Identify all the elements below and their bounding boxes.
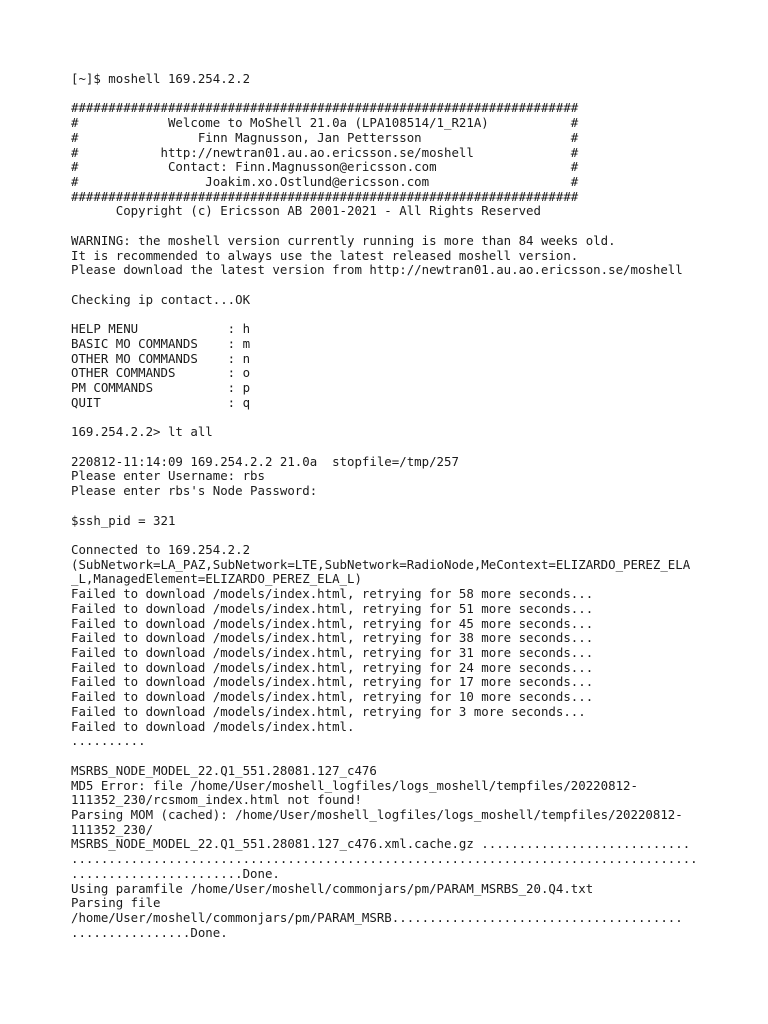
progress-dots: ..........	[71, 733, 146, 749]
warning-line: WARNING: the moshell version currently running is more than 84 weeks old.	[71, 232, 616, 248]
progress-dots: ....................................................................................	[71, 851, 698, 867]
copyright-line: Copyright (c) Ericsson AB 2001-2021 - All Rights Reserved	[71, 203, 541, 219]
param-file-progress: /home/User/moshell/commonjars/pm/PARAM_MSRB.......................................	[71, 909, 683, 925]
download-retry-line: Failed to download /models/index.html, retrying for 31 more seconds...	[71, 645, 594, 661]
terminal-line-blank	[71, 411, 761, 426]
md5-error-line: MD5 Error: file /home/User/moshell_logfiles/logs_moshell/tempfiles/20220812-	[71, 777, 638, 793]
download-retry-line: Failed to download /models/index.html, retrying for 3 more seconds...	[71, 703, 586, 719]
banner-url: # http://newtran01.au.ao.ericsson.se/moshell #	[71, 144, 579, 160]
progress-done: ................Done.	[71, 924, 228, 940]
parsing-mom-line-cont: 111352_230/	[71, 821, 154, 837]
progress-done: .......................Done.	[71, 865, 280, 881]
prompt-command-lt-all: 169.254.2.2> lt all	[71, 424, 213, 440]
banner-border-top: ####################################################################	[71, 100, 579, 116]
terminal-line-blank	[71, 440, 761, 455]
connected-line: Connected to 169.254.2.2	[71, 542, 251, 557]
terminal-line-blank	[71, 308, 761, 323]
terminal-line-blank	[71, 528, 761, 543]
terminal-line-command-moshell: [~]$ moshell 169.254.2.2	[71, 71, 251, 86]
menu-item-other-mo: OTHER MO COMMANDS : n	[71, 350, 251, 366]
menu-item-basic-mo: BASIC MO COMMANDS : m	[71, 335, 251, 351]
banner-border-bottom: ####################################################################	[71, 188, 579, 204]
terminal-output	[71, 72, 761, 940]
managed-element-path-cont: _L,ManagedElement=ELIZARDO_PEREZ_ELA_L)	[71, 571, 362, 587]
ssh-pid-line: $ssh_pid = 321	[71, 512, 176, 528]
banner-welcome: # Welcome to MoShell 21.0a (LPA108514/1_R21A) #	[71, 115, 579, 131]
download-retry-line: Failed to download /models/index.html, retrying for 45 more seconds...	[71, 615, 594, 631]
download-retry-line: Failed to download /models/index.html, retrying for 10 more seconds...	[71, 689, 594, 705]
download-retry-line: Failed to download /models/index.html, retrying for 24 more seconds...	[71, 659, 594, 675]
ip-contact-status: Checking ip contact...OK	[71, 291, 251, 307]
managed-element-path: (SubNetwork=LA_PAZ,SubNetwork=LTE,SubNetwork=RadioNode,MeContext=ELIZARDO_PEREZ_ELA	[71, 556, 691, 572]
menu-item-quit: QUIT : q	[71, 394, 251, 410]
parsing-mom-line: Parsing MOM (cached): /home/User/moshell_logfiles/logs_moshell/tempfiles/20220812-	[71, 806, 683, 822]
md5-error-line-cont: 111352_230/rcsmom_index.html not found!	[71, 792, 362, 808]
terminal-line-blank	[71, 499, 761, 514]
download-hint-line: Please download the latest version from http://newtran01.au.ao.ericsson.se/moshell	[71, 262, 683, 278]
terminal-line-blank	[71, 749, 761, 764]
banner-contact-2: # Joakim.xo.Ostlund@ericsson.com #	[71, 174, 579, 190]
terminal-line-blank	[71, 219, 761, 234]
password-prompt: Please enter rbs's Node Password:	[71, 483, 318, 499]
download-failed-line: Failed to download /models/index.html.	[71, 718, 355, 734]
download-retry-line: Failed to download /models/index.html, retrying for 51 more seconds...	[71, 600, 594, 616]
terminal-line-blank	[71, 87, 761, 102]
menu-item-pm-commands: PM COMMANDS : p	[71, 380, 251, 396]
banner-authors: # Finn Magnusson, Jan Pettersson #	[71, 129, 579, 145]
download-retry-line: Failed to download /models/index.html, retrying for 58 more seconds...	[71, 586, 594, 602]
parsing-file-line: Parsing file	[71, 895, 161, 911]
terminal-line-blank	[71, 278, 761, 293]
mom-cache-progress: MSRBS_NODE_MODEL_22.Q1_551.28081.127_c476.xml.cache.gz ............................	[71, 836, 691, 852]
node-model-line: MSRBS_NODE_MODEL_22.Q1_551.28081.127_c476	[71, 762, 377, 778]
download-retry-line: Failed to download /models/index.html, retrying for 38 more seconds...	[71, 630, 594, 646]
banner-contact: # Contact: Finn.Magnusson@ericsson.com #	[71, 159, 579, 175]
session-timestamp: 220812-11:14:09 169.254.2.2 21.0a stopfile=/tmp/257	[71, 453, 459, 469]
menu-item-help: HELP MENU : h	[71, 321, 251, 337]
username-prompt: Please enter Username: rbs	[71, 468, 265, 484]
download-retry-line: Failed to download /models/index.html, retrying for 17 more seconds...	[71, 674, 594, 690]
menu-item-other-commands: OTHER COMMANDS : o	[71, 365, 251, 381]
paramfile-line: Using paramfile /home/User/moshell/commonjars/pm/PARAM_MSRBS_20.Q4.txt	[71, 880, 594, 896]
recommendation-line: It is recommended to always use the latest released moshell version.	[71, 247, 579, 263]
